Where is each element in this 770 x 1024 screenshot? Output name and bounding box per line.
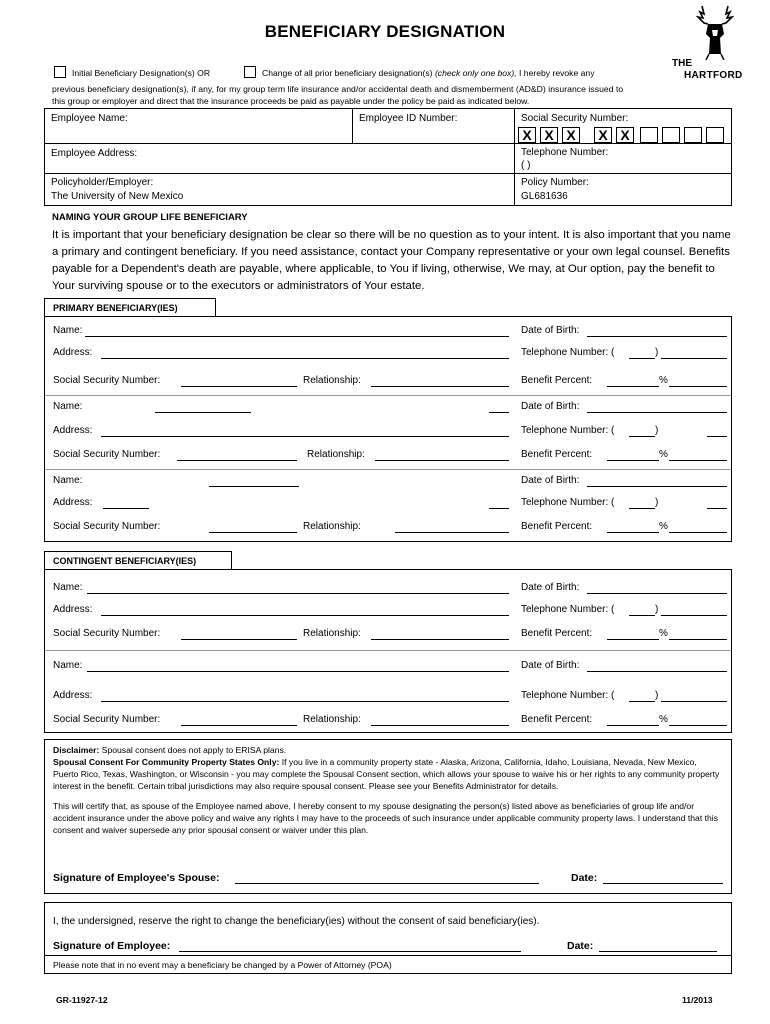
percent-sign: % [659,628,668,639]
address-label: Address: [53,690,93,701]
employee-ssn-label: Social Security Number: [521,113,629,124]
phone-label: Telephone Number: ( [521,425,615,436]
name-input[interactable] [85,336,509,337]
primary-beneficiary-section [44,316,732,542]
benefit-tail [669,460,727,461]
address-input[interactable] [103,508,149,509]
disclaimer-text: Spousal consent does not apply to ERISA plans. [99,745,287,755]
ssn-digit-box[interactable]: X [594,127,612,143]
name-input[interactable] [87,671,509,672]
name-input[interactable] [87,593,509,594]
ssn-digit-box[interactable] [640,127,658,143]
change-text-b: (check only one box), [434,68,517,78]
naming-heading: NAMING YOUR GROUP LIFE BENEFICIARY [52,212,248,223]
disclaimer-line [53,744,723,756]
dob-label: Date of Birth: [521,582,580,593]
beneficiary-row [45,419,731,443]
relationship-input[interactable] [375,460,509,461]
address-label: Address: [53,604,93,615]
ssn-digit-box[interactable]: X [540,127,558,143]
row-divider [45,650,731,651]
phone-label: Telephone Number: ( [521,690,615,701]
employee-date-input[interactable] [599,951,717,952]
change-designation-label [262,68,595,78]
form-number: GR-11927-12 [56,995,108,1005]
relationship-input[interactable] [371,725,509,726]
spousal-consent-body: If you live in a community property state - Alaska, Arizona, California, Idaho, Louisiana, Nevada, New Mexico, Puerto Rico, Texas, Washington, or Wisconsin - you may complete the Spousal Consent section, which allows your spouse to waive his or her rights to any community property interest in the benefit. Certain tribal jurisdictions may also require spousal consent. Please see your Benefits Administrator for details. [53,757,720,791]
name-input-tail [489,412,509,413]
percent-sign: % [659,714,668,725]
ssn-input[interactable] [181,639,297,640]
phone-label: Telephone Number: ( [521,347,615,358]
phone-label: Telephone Number: ( [521,497,615,508]
employee-name-label: Employee Name: [51,113,128,124]
phone-area-input[interactable] [629,358,655,359]
ssn-digit-box[interactable] [662,127,680,143]
benefit-input[interactable] [607,725,659,726]
relationship-label: Relationship: [303,521,361,532]
beneficiary-row [45,469,731,493]
phone-close: ) [655,425,659,436]
dob-label: Date of Birth: [521,401,580,412]
percent-sign: % [659,521,668,532]
employee-signature-label: Signature of Employee: [53,940,171,952]
ssn-input[interactable] [209,532,297,533]
ssn-label: Social Security Number: [53,628,161,639]
phone-input[interactable] [661,358,727,359]
beneficiary-row [45,369,731,393]
spousal-consent-label: Spousal Consent For Community Property States Only: [53,757,280,767]
beneficiary-row [45,598,731,622]
ssn-digit-box[interactable]: X [616,127,634,143]
benefit-tail [669,532,727,533]
logo-hartford: HARTFORD [684,70,743,81]
primary-section-title: PRIMARY BENEFICIARY(IES) [44,298,216,316]
employee-phone-field[interactable] [515,143,731,173]
address-input[interactable] [101,615,509,616]
disclaimer-label: Disclaimer: [53,745,100,755]
hartford-logo [670,4,743,81]
employee-address-label: Employee Address: [51,148,138,159]
ssn-input[interactable] [181,386,297,387]
employee-name-field[interactable] [45,109,353,143]
employee-phone-value: ( ) [521,160,531,171]
benefit-label: Benefit Percent: [521,375,593,386]
benefit-label: Benefit Percent: [521,521,593,532]
spousal-consent-text [53,756,723,792]
phone-area-input[interactable] [629,508,655,509]
relationship-input[interactable] [371,639,509,640]
policyholder-field [45,173,515,206]
employee-id-field[interactable] [353,109,515,143]
beneficiary-row [45,684,731,708]
benefit-tail [669,725,727,726]
change-text-a: Change of all prior beneficiary designation(s) [262,68,435,78]
ssn-label: Social Security Number: [53,521,161,532]
relationship-label: Relationship: [307,449,365,460]
change-text-c: I hereby revoke any [516,68,595,78]
benefit-label: Benefit Percent: [521,628,593,639]
employee-signature-box [44,902,732,974]
phone-input[interactable] [661,615,727,616]
percent-sign: % [659,449,668,460]
policy-number-label: Policy Number: [521,177,589,188]
name-input[interactable] [209,486,299,487]
relationship-label: Relationship: [303,375,361,386]
initial-designation-checkbox[interactable] [54,66,66,78]
phone-input[interactable] [707,508,727,509]
benefit-tail [669,639,727,640]
address-input[interactable] [101,358,509,359]
address-label: Address: [53,425,93,436]
benefit-input[interactable] [607,386,659,387]
relationship-label: Relationship: [303,714,361,725]
spousal-consent-box [44,739,732,894]
address-label: Address: [53,347,93,358]
beneficiary-row [45,319,731,343]
ssn-label: Social Security Number: [53,714,161,725]
name-input[interactable] [155,412,251,413]
dob-input[interactable] [587,412,727,413]
beneficiary-row [45,395,731,419]
dob-label: Date of Birth: [521,475,580,486]
address-input[interactable] [101,436,509,437]
relationship-label: Relationship: [303,628,361,639]
change-designation-checkbox[interactable] [244,66,256,78]
ssn-label: Social Security Number: [53,375,161,386]
benefit-label: Benefit Percent: [521,714,593,725]
divider [45,955,731,956]
employee-phone-label: Telephone Number: [521,147,609,158]
beneficiary-row [45,515,731,539]
benefit-tail [669,386,727,387]
beneficiary-row [45,576,731,600]
percent-sign: % [659,375,668,386]
ssn-input[interactable] [177,460,297,461]
poa-note: Please note that in no event may a beneficiary be changed by a Power of Attorney (POA) [53,960,392,970]
name-label: Name: [53,475,83,486]
certify-text: This will certify that, as spouse of the Employee named above, I hereby consent to my spouse designating the person(s) listed above as beneficiaries of group life and/or accident insurance under the above policy and waive any rights I may have to the proceeds of such insurance under applicable community property laws. I understand that this consent and waiver supersede any prior spousal consent or waiver under this plan. [53,801,718,835]
initial-designation-label: Initial Beneficiary Designation(s) OR [72,68,211,78]
relationship-input[interactable] [371,386,509,387]
logo-the: THE [672,58,692,69]
name-label: Name: [53,582,83,593]
spouse-signature-label: Signature of Employee's Spouse: [53,872,220,884]
policy-number-value: GL681636 [521,191,568,202]
dob-input[interactable] [587,486,727,487]
ssn-input[interactable] [181,725,297,726]
beneficiary-row [45,491,731,515]
spouse-date-input[interactable] [603,883,723,884]
beneficiary-row [45,622,731,646]
form-date: 11/2013 [682,995,713,1005]
dob-input[interactable] [587,593,727,594]
ssn-digit-box[interactable]: X [518,127,536,143]
beneficiary-row [45,341,731,365]
address-input[interactable] [101,701,509,702]
name-label: Name: [53,401,83,412]
phone-label: Telephone Number: ( [521,604,615,615]
contingent-section-title: CONTINGENT BENEFICIARY(IES) [44,551,232,569]
phone-input[interactable] [661,701,727,702]
benefit-input[interactable] [607,460,659,461]
ssn-label: Social Security Number: [53,449,161,460]
dob-label: Date of Birth: [521,325,580,336]
options-line-2: previous beneficiary designation(s), if any, for my group term life insurance and/or accidental death and dismemberment (AD&D) insurance issued to [52,84,624,94]
relationship-input[interactable] [395,532,509,533]
benefit-input[interactable] [607,639,659,640]
employee-signature-input[interactable] [179,951,521,952]
phone-close: ) [655,497,659,508]
benefit-label: Benefit Percent: [521,449,593,460]
employee-id-label: Employee ID Number: [359,113,458,124]
name-label: Name: [53,660,83,671]
beneficiary-row [45,654,731,678]
ssn-digit-box[interactable] [706,127,724,143]
reserve-right-text: I, the undersigned, reserve the right to change the beneficiary(ies) without the consent of said beneficiary(ies). [53,916,540,927]
phone-area-input[interactable] [629,701,655,702]
beneficiary-row [45,443,731,467]
phone-close: ) [655,690,659,701]
policy-number-field [515,173,731,206]
page-title: BENEFICIARY DESIGNATION [264,22,506,41]
ssn-digit-box[interactable] [684,127,702,143]
employee-date-label: Date: [567,940,594,952]
beneficiary-row [45,708,731,732]
dob-label: Date of Birth: [521,660,580,671]
employee-info-grid [44,108,732,206]
ssn-digit-box[interactable]: X [562,127,580,143]
dob-input[interactable] [587,336,727,337]
address-label: Address: [53,497,93,508]
contingent-beneficiary-section [44,569,732,733]
spouse-date-label: Date: [571,872,598,884]
options-line-3: this group or employer and direct that the insurance proceeds be paid as payable under the policy be paid as indicated below. [52,96,530,106]
dob-input[interactable] [587,671,727,672]
benefit-input[interactable] [607,532,659,533]
phone-area-input[interactable] [629,615,655,616]
phone-close: ) [655,604,659,615]
phone-close: ) [655,347,659,358]
phone-input[interactable] [707,436,727,437]
policyholder-value: The University of New Mexico [51,191,184,202]
address-input-tail [489,508,509,509]
name-label: Name: [53,325,83,336]
phone-area-input[interactable] [629,436,655,437]
policyholder-label: Policyholder/Employer: [51,177,154,188]
spouse-signature-input[interactable] [235,883,539,884]
employee-address-field[interactable] [45,143,515,173]
naming-text: It is important that your beneficiary designation be clear so there will be no question as to your intent. It is also important that you name a primary and contingent beneficiary. If you need assistance, contact your Company representative or your own legal counsel. Benefits payable for a Dependent's death are payable, where applicable, to You if living, otherwise, We may, at Our option, pay the benefit to Your surviving spouse or to the executors or administrators of Your estate. [52,229,731,292]
stag-icon [694,4,736,60]
